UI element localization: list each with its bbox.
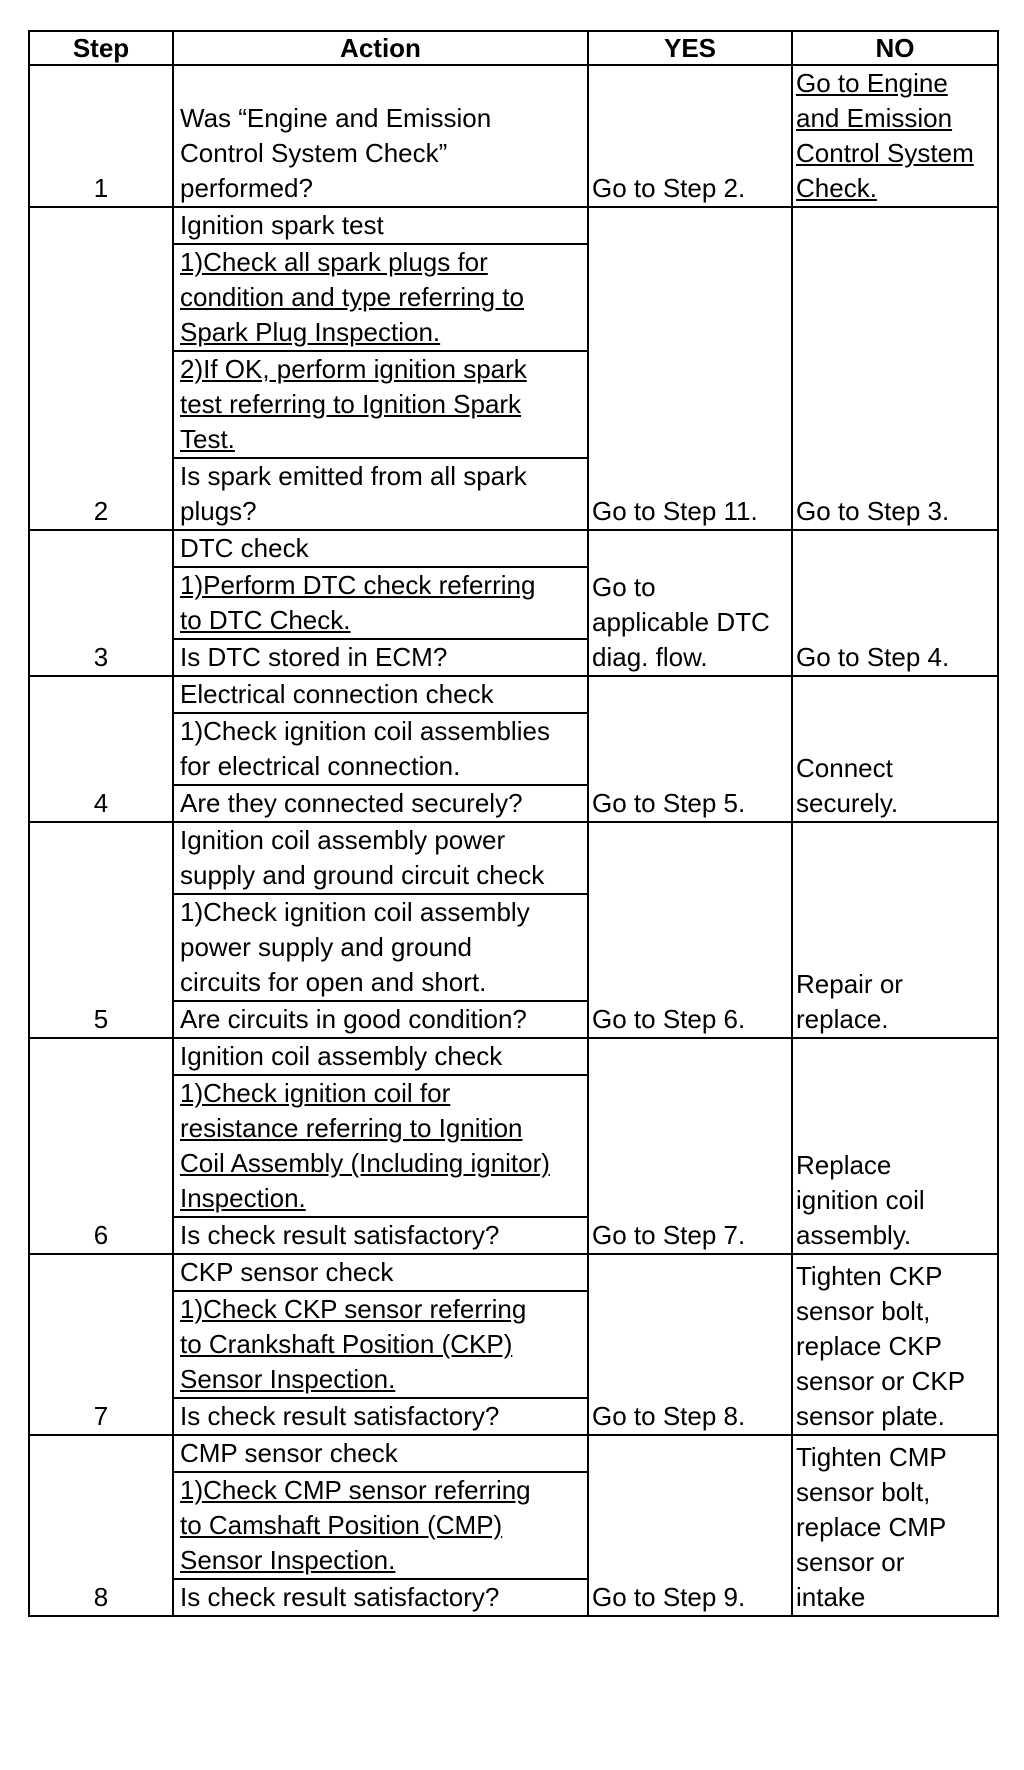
yes-text: applicable DTC [592, 607, 770, 637]
no-text: replace. [796, 1004, 889, 1034]
action-text: circuits for open and short. [180, 967, 487, 997]
action-text: Are circuits in good condition? [180, 1004, 527, 1034]
table-body [29, 65, 998, 1616]
no-cell [792, 1038, 998, 1254]
yes-text: Go to Step 11. [592, 496, 758, 526]
action-text: DTC check [180, 533, 309, 563]
header-no: NO [792, 31, 998, 65]
action-reference-link[interactable]: Coil Assembly (Including ignitor) [180, 1148, 550, 1178]
no-cell [792, 65, 998, 207]
no-text: sensor bolt, [796, 1296, 931, 1326]
step-number: 7 [29, 1254, 173, 1435]
yes-text: diag. flow. [592, 642, 708, 672]
yes-text: Go to [592, 572, 656, 602]
no-text: replace CKP [796, 1331, 942, 1361]
action-text: CMP sensor check [180, 1438, 398, 1468]
header-yes: YES [588, 31, 792, 65]
no-text: assembly. [796, 1220, 912, 1250]
yes-text: Go to Step 2. [592, 173, 746, 203]
no-cell [792, 207, 998, 530]
action-block [174, 638, 587, 675]
action-block [174, 531, 587, 566]
step-number: 3 [29, 530, 173, 676]
action-text: Was “Engine and Emission [180, 103, 492, 133]
no-text: Go to Step 4. [796, 642, 950, 672]
yes-cell [588, 1038, 792, 1254]
action-text: Electrical connection check [180, 679, 494, 709]
step-number: 6 [29, 1038, 173, 1254]
action-text: plugs? [180, 496, 257, 526]
action-block [174, 1290, 587, 1397]
action-cell [173, 65, 588, 207]
no-text: sensor or CKP [796, 1366, 966, 1396]
action-block [174, 893, 587, 1000]
action-reference-link[interactable]: resistance referring to Ignition [180, 1113, 523, 1143]
step-number: 4 [29, 676, 173, 822]
yes-cell [588, 207, 792, 530]
diagnostic-table [28, 30, 999, 1617]
table-row [29, 530, 998, 676]
action-reference-link[interactable]: to DTC Check. [180, 605, 351, 635]
yes-text: Go to Step 9. [592, 1582, 746, 1612]
action-cell [173, 530, 588, 676]
yes-text: Go to Step 6. [592, 1004, 746, 1034]
table-row [29, 1435, 998, 1616]
step-number: 8 [29, 1435, 173, 1616]
no-text: Replace [796, 1150, 892, 1180]
yes-text: Go to Step 5. [592, 788, 746, 818]
action-block [174, 101, 587, 206]
action-block [174, 566, 587, 638]
action-block [174, 712, 587, 784]
action-text: Control System Check” [180, 138, 448, 168]
action-text: Are they connected securely? [180, 788, 523, 818]
action-reference-link[interactable]: 1)Check CKP sensor referring [180, 1294, 527, 1324]
no-cell [792, 1435, 998, 1616]
action-block [174, 1397, 587, 1434]
action-block [174, 1578, 587, 1615]
action-cell [173, 1038, 588, 1254]
action-reference-link[interactable]: Sensor Inspection. [180, 1545, 396, 1575]
action-text: 1)Check ignition coil assembly [180, 897, 530, 927]
yes-text: Go to Step 7. [592, 1220, 746, 1250]
action-cell [173, 207, 588, 530]
table-row [29, 676, 998, 822]
yes-cell [588, 1254, 792, 1435]
no-text: Repair or [796, 969, 903, 999]
action-block [174, 350, 587, 457]
action-block [174, 1471, 587, 1578]
yes-text: Go to Step 8. [592, 1401, 746, 1431]
action-reference-link[interactable]: 1)Check all spark plugs for [180, 247, 488, 277]
action-reference-link[interactable]: test referring to Ignition Spark [180, 389, 522, 419]
action-reference-link[interactable]: Sensor Inspection. [180, 1364, 396, 1394]
action-reference-link[interactable]: to Crankshaft Position (CKP) [180, 1329, 513, 1359]
action-text: Is check result satisfactory? [180, 1220, 500, 1250]
action-block [174, 784, 587, 821]
action-block [174, 243, 587, 350]
header-action: Action [173, 31, 588, 65]
action-text: power supply and ground [180, 932, 472, 962]
action-block [174, 1436, 587, 1471]
no-reference-link[interactable]: Control System [796, 138, 974, 168]
action-text: 1)Check ignition coil assemblies [180, 716, 550, 746]
step-number: 2 [29, 207, 173, 530]
action-reference-link[interactable]: Test. [180, 424, 235, 454]
action-text: supply and ground circuit check [180, 860, 545, 890]
header-row [29, 31, 998, 65]
action-block [174, 457, 587, 529]
no-text: sensor plate. [796, 1401, 945, 1431]
yes-cell [588, 65, 792, 207]
no-text: replace CMP [796, 1512, 947, 1542]
yes-cell [588, 530, 792, 676]
step-number: 5 [29, 822, 173, 1038]
no-text: Tighten CMP [796, 1442, 947, 1472]
no-text: Go to Step 3. [796, 496, 950, 526]
no-cell [792, 676, 998, 822]
table-row [29, 1254, 998, 1435]
action-cell [173, 822, 588, 1038]
action-text: Ignition coil assembly check [180, 1041, 503, 1071]
action-reference-link[interactable]: Spark Plug Inspection. [180, 317, 441, 347]
action-reference-link[interactable]: 1)Perform DTC check referring [180, 570, 536, 600]
action-block [174, 1074, 587, 1216]
no-text: Tighten CKP [796, 1261, 943, 1291]
action-cell [173, 1254, 588, 1435]
action-text: performed? [180, 173, 313, 203]
table-row [29, 822, 998, 1038]
yes-cell [588, 676, 792, 822]
no-reference-link[interactable]: Check. [796, 173, 877, 203]
yes-cell [588, 1435, 792, 1616]
action-block [174, 208, 587, 243]
action-text: Ignition spark test [180, 210, 384, 240]
no-text: sensor bolt, [796, 1477, 931, 1507]
no-text: Connect [796, 753, 893, 783]
action-reference-link[interactable]: to Camshaft Position (CMP) [180, 1510, 503, 1540]
no-cell [792, 1254, 998, 1435]
action-cell [173, 676, 588, 822]
action-reference-link[interactable]: condition and type referring to [180, 282, 524, 312]
action-block [174, 1216, 587, 1253]
action-reference-link[interactable]: 1)Check ignition coil for [180, 1078, 451, 1108]
action-text: Ignition coil assembly power [180, 825, 506, 855]
action-text: CKP sensor check [180, 1257, 394, 1287]
action-cell [173, 1435, 588, 1616]
action-block [174, 1255, 587, 1290]
no-reference-link[interactable]: and Emission [796, 103, 953, 133]
no-cell [792, 822, 998, 1038]
action-text: Is DTC stored in ECM? [180, 642, 448, 672]
action-reference-link[interactable]: 2)If OK, perform ignition spark [180, 354, 527, 384]
action-text: Is check result satisfactory? [180, 1582, 500, 1612]
table-row [29, 65, 998, 207]
action-text: for electrical connection. [180, 751, 461, 781]
action-reference-link[interactable]: Inspection. [180, 1183, 306, 1213]
no-text: ignition coil [796, 1185, 925, 1215]
no-text: sensor or [796, 1547, 905, 1577]
action-block [174, 823, 587, 893]
action-reference-link[interactable]: 1)Check CMP sensor referring [180, 1475, 531, 1505]
no-reference-link[interactable]: Go to Engine [796, 68, 948, 98]
action-block [174, 1039, 587, 1074]
table-row [29, 1038, 998, 1254]
action-text: Is spark emitted from all spark [180, 461, 527, 491]
action-block [174, 677, 587, 712]
yes-cell [588, 822, 792, 1038]
action-text: Is check result satisfactory? [180, 1401, 500, 1431]
action-block [174, 1000, 587, 1037]
no-text: intake [796, 1582, 866, 1612]
header-step: Step [29, 31, 173, 65]
no-cell [792, 530, 998, 676]
no-text: securely. [796, 788, 899, 818]
step-number: 1 [29, 65, 173, 207]
table-row [29, 207, 998, 530]
